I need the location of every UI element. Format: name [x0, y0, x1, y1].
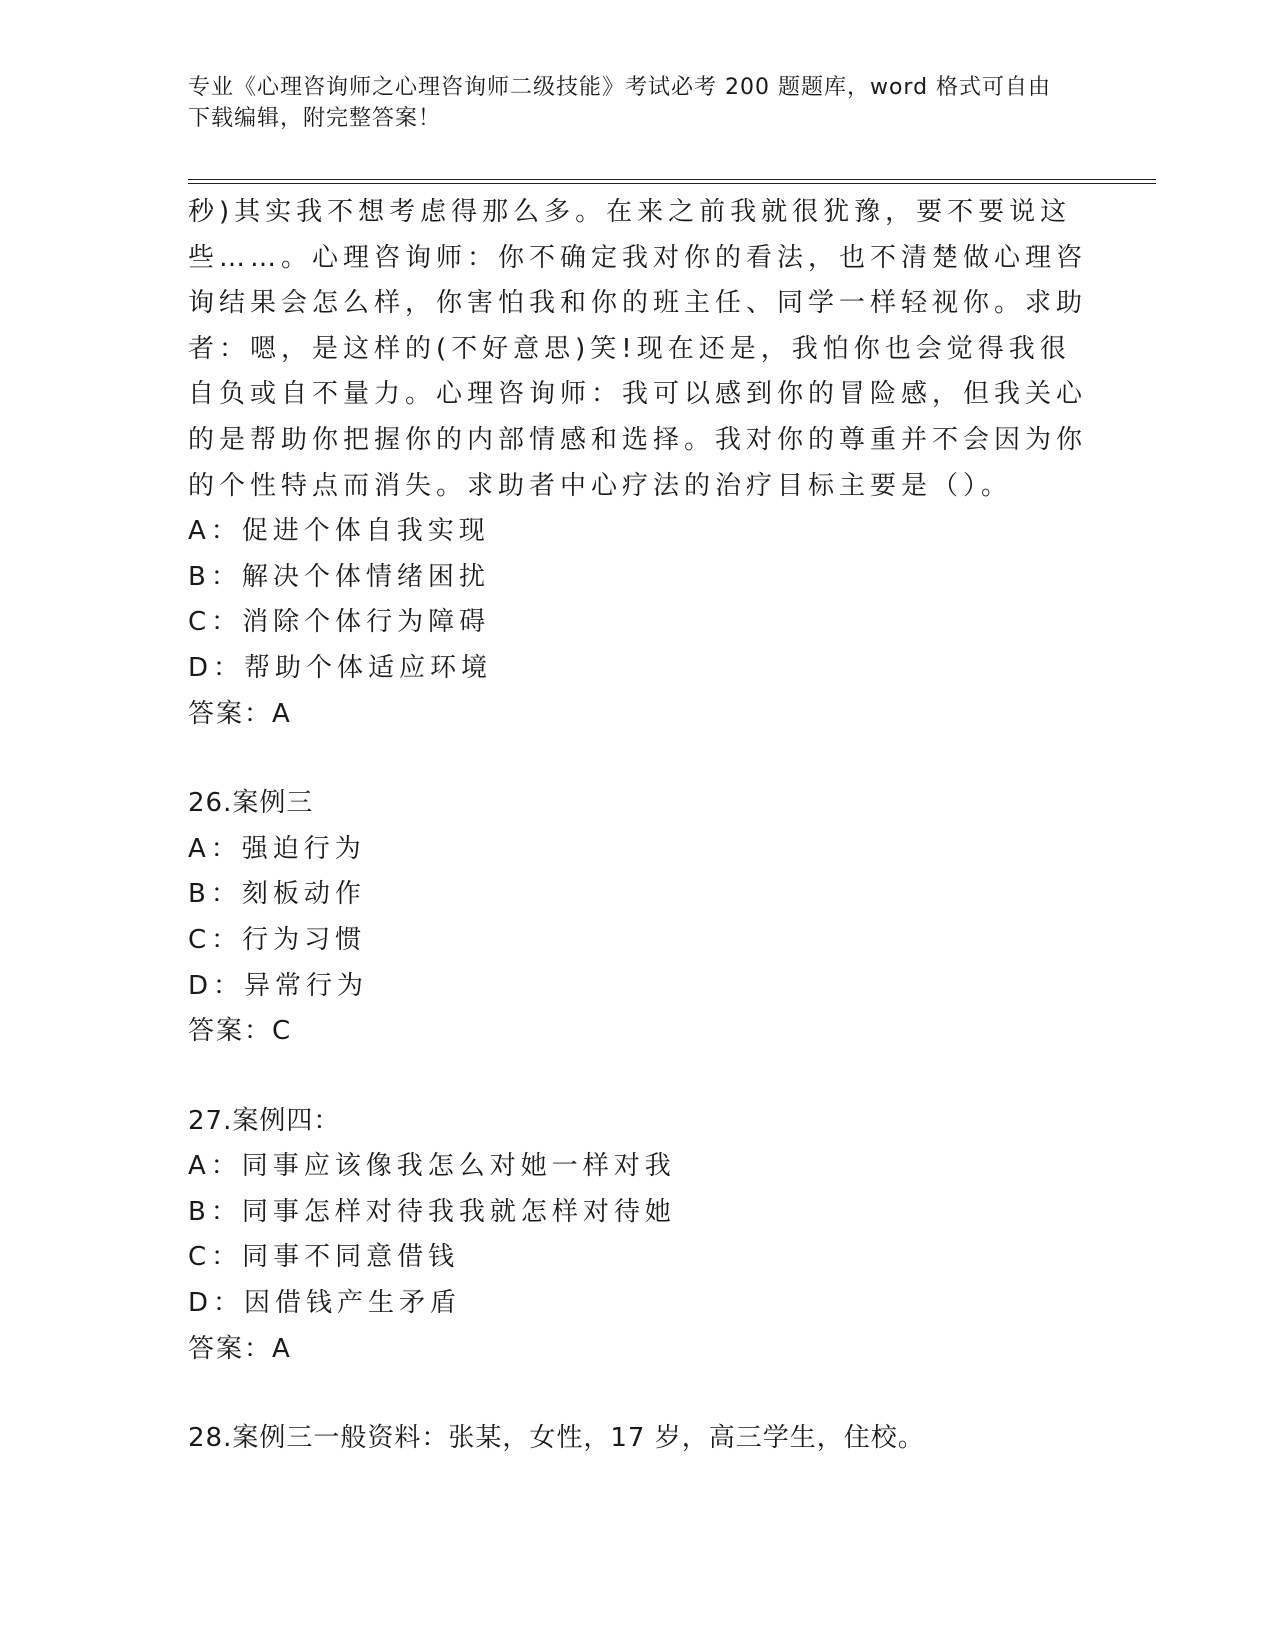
option-a: A：强迫行为	[188, 833, 366, 864]
question-spacer	[188, 1372, 1088, 1416]
option-b: B：解决个体情绪困扰	[188, 561, 490, 592]
question-26	[188, 781, 1088, 1055]
option-d: D：因借钱产生矛盾	[188, 1288, 462, 1319]
question-stem: 27.案例四：	[188, 1105, 341, 1136]
document-body	[188, 190, 1088, 1462]
question-28	[188, 1416, 1088, 1462]
option-d: D：帮助个体适应环境	[188, 652, 493, 683]
answer-line: 答案：A	[188, 698, 292, 729]
option-a: A：促进个体自我实现	[188, 516, 490, 547]
header-rule-bottom	[188, 183, 1156, 184]
question-stem: 秒)其实我不想考虑得那么多。在来之前我就很犹豫，要不要说这些……。心理咨询师：你不确定我对你的看法，也不清楚做心理咨询结果会怎么样，你害怕我和你的班主任、同学一样轻视你。求助者：嗯，是这样的(不好意思)笑!现在还是，我怕你也会觉得我很自负或自不量力。心理咨询师：我可以感到你的冒险感，但我关心的是帮助你把握你的内部情感和选择。我对你的尊重并不会因为你的个性特点而消失。求助者中心疗法的治疗目标主要是（）。	[188, 197, 1088, 501]
option-c: C：消除个体行为障碍	[188, 607, 491, 638]
document-header	[188, 72, 1068, 134]
answer-line: 答案：C	[188, 1016, 293, 1047]
question-spacer	[188, 1055, 1088, 1099]
header-text: 专业《心理咨询师之心理咨询师二级技能》考试必考 200 题题库，word 格式可自由下载编辑，附完整答案！	[188, 75, 1052, 131]
question-spacer	[188, 737, 1088, 781]
question-stem: 28.案例三一般资料：张某，女性，17 岁，高三学生，住校。	[188, 1423, 925, 1454]
question-stem: 26.案例三	[188, 788, 314, 819]
option-b: B：刻板动作	[188, 879, 366, 910]
question-27	[188, 1099, 1088, 1373]
option-a: A：同事应该像我怎么对她一样对我	[188, 1151, 676, 1182]
header-rule-top	[188, 179, 1156, 180]
question-25	[188, 190, 1088, 737]
option-c: C：行为习惯	[188, 924, 367, 955]
option-c: C：同事不同意借钱	[188, 1242, 460, 1273]
answer-line: 答案：A	[188, 1333, 292, 1364]
option-d: D：异常行为	[188, 970, 369, 1001]
option-b: B：同事怎样对待我我就怎样对待她	[188, 1196, 676, 1227]
